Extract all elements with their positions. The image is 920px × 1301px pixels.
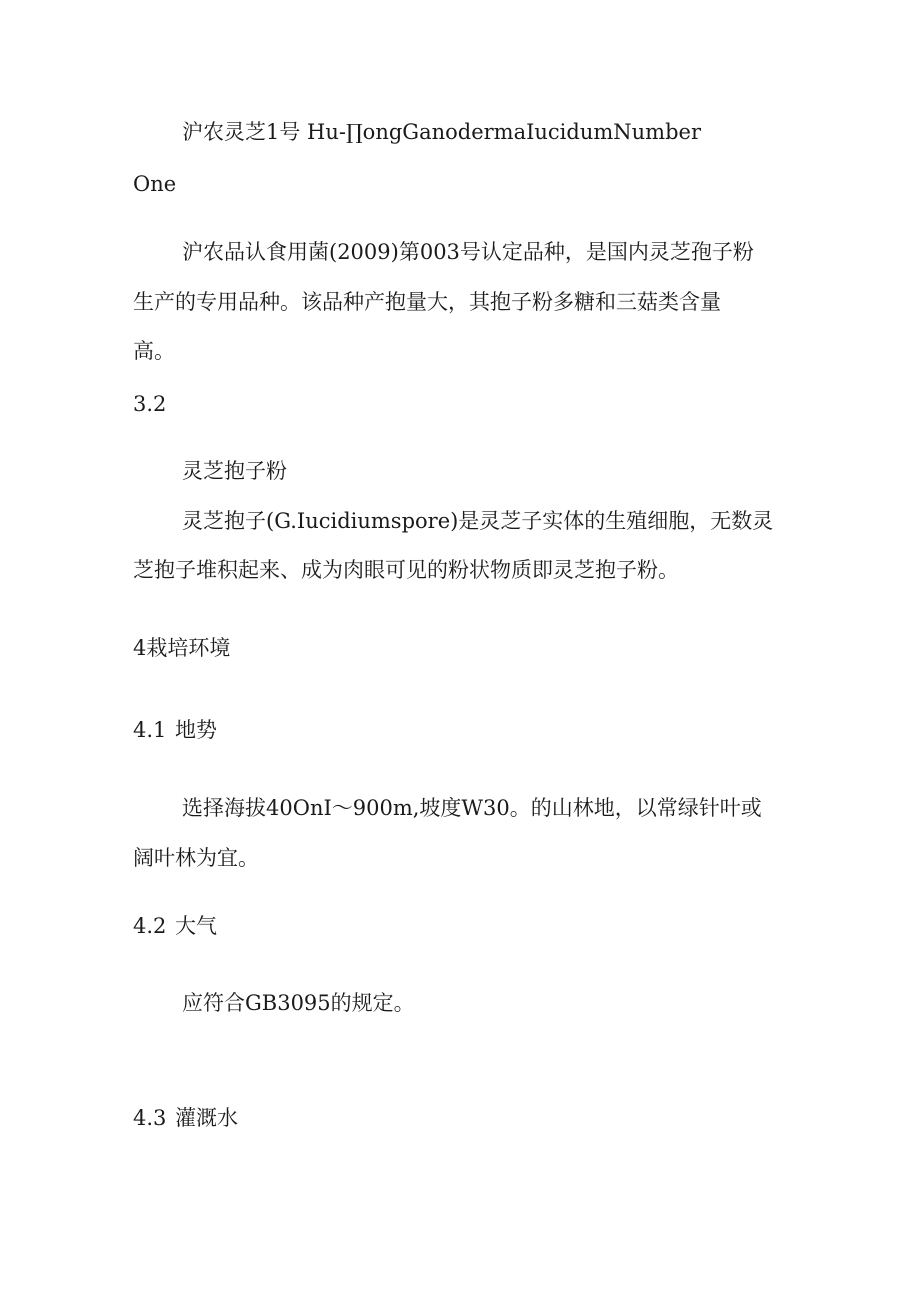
section-4-1-body-line-1: 选择海拔40OnI～900m,坡度W30。的山林地，以常绿针叶或 (182, 796, 762, 820)
variety-description-line-2: 生产的专用品种。该品种产抱量大，其抱子粉多糖和三菇类含量 (133, 290, 721, 314)
section-3-2-definition-line-1: 灵芝抱子(G.Iucidiumspore)是灵芝子实体的生殖细胞，无数灵 (182, 509, 774, 533)
variety-name-line-2: One (133, 172, 177, 196)
section-3-2-term: 灵芝抱子粉 (182, 459, 287, 483)
section-4-3-heading (133, 1108, 238, 1129)
section-3-2-number: 3.2 (133, 392, 167, 416)
section-4-2-heading (133, 916, 217, 937)
section-4-1-heading (133, 720, 217, 741)
section-4-3-number: 4.3 (133, 1106, 167, 1130)
section-4-heading: 4栽培环境 (133, 636, 231, 660)
section-4-3-title: 灌溉水 (175, 1106, 238, 1130)
section-4-1-body-line-2: 阔叶林为宜。 (133, 846, 259, 870)
section-3-2-definition-line-2: 芝抱子堆积起来、成为肉眼可见的粉状物质即灵芝抱子粉。 (133, 558, 679, 582)
variety-description-line-3: 高。 (133, 339, 175, 363)
section-4-1-number: 4.1 (133, 718, 167, 742)
section-4-2-body-line-1: 应符合GB3095的规定。 (182, 991, 415, 1015)
variety-name-line-1: 沪农灵芝1号 Hu-∏ongGanodermaIucidumNumber (182, 120, 702, 144)
section-4-2-number: 4.2 (133, 914, 167, 938)
section-4-1-title: 地势 (175, 718, 217, 742)
section-4-2-title: 大气 (175, 914, 217, 938)
variety-description-line-1: 沪农品认食用菌(2009)第003号认定品种，是国内灵芝孢子粉 (182, 240, 754, 264)
